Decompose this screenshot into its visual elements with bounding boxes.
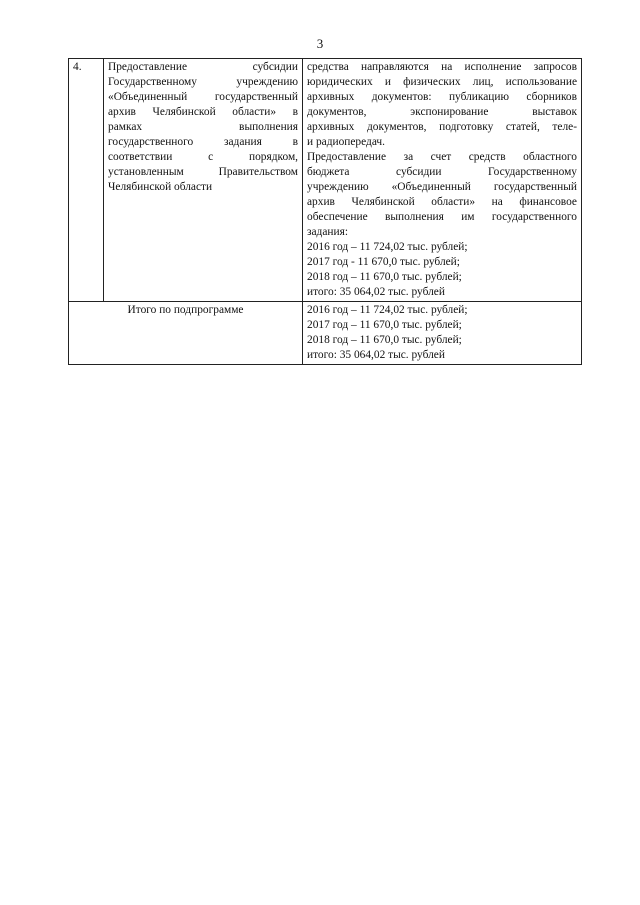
measure-name-cell xyxy=(104,59,303,302)
measure-description-cell xyxy=(303,59,582,302)
desc-line: задания: xyxy=(307,226,349,238)
total-2017: 2017 год – 11 670,0 тыс. рублей; xyxy=(307,319,462,331)
table-row xyxy=(69,59,582,302)
total-row xyxy=(69,302,582,365)
desc-line: архивных документов, подготовку статей, теле- xyxy=(307,121,577,133)
subprogram-table xyxy=(68,58,582,365)
desc-line: и радиопередач. xyxy=(307,136,386,148)
name-line: «Объединенный государственный xyxy=(108,91,298,103)
desc-line: обеспечение выполнения им государственного xyxy=(307,211,577,223)
funding-2018: 2018 год – 11 670,0 тыс. рублей; xyxy=(307,271,462,283)
desc-line: Предоставление за счет средств областного xyxy=(307,151,577,163)
desc-line: документов, экспонирование выставок xyxy=(307,106,577,118)
name-line: архив Челябинской области» в xyxy=(108,106,298,118)
total-2018: 2018 год – 11 670,0 тыс. рублей; xyxy=(307,334,462,346)
name-line: соответствии с порядком, xyxy=(108,151,298,163)
desc-line: архив Челябинской области» на финансовое xyxy=(307,196,577,208)
name-line: Государственному учреждению xyxy=(108,76,298,88)
funding-2017: 2017 год - 11 670,0 тыс. рублей; xyxy=(307,256,460,268)
row-number: 4. xyxy=(69,59,104,302)
funding-total: итого: 35 064,02 тыс. рублей xyxy=(307,286,445,298)
desc-line: средства направляются на исполнение запросов xyxy=(307,61,577,73)
name-line: государственного задания в xyxy=(108,136,298,148)
total-values-cell xyxy=(303,302,582,365)
page-number: 3 xyxy=(316,36,324,51)
desc-line: бюджета субсидии Государственному xyxy=(307,166,577,178)
name-line: Предоставление субсидии xyxy=(108,61,298,73)
desc-line: юридических и физических лиц, использование xyxy=(307,76,577,88)
desc-line: архивных документов: публикацию сборников xyxy=(307,91,577,103)
total-2016: 2016 год – 11 724,02 тыс. рублей; xyxy=(307,304,468,316)
funding-2016: 2016 год – 11 724,02 тыс. рублей; xyxy=(307,241,468,253)
name-line: Челябинской области xyxy=(108,181,213,193)
total-label: Итого по подпрограмме xyxy=(69,302,303,365)
total-sum: итого: 35 064,02 тыс. рублей xyxy=(307,349,445,361)
name-line: рамках выполнения xyxy=(108,121,298,133)
name-line: установленным Правительством xyxy=(108,166,298,178)
desc-line: учреждению «Объединенный государственный xyxy=(307,181,577,193)
